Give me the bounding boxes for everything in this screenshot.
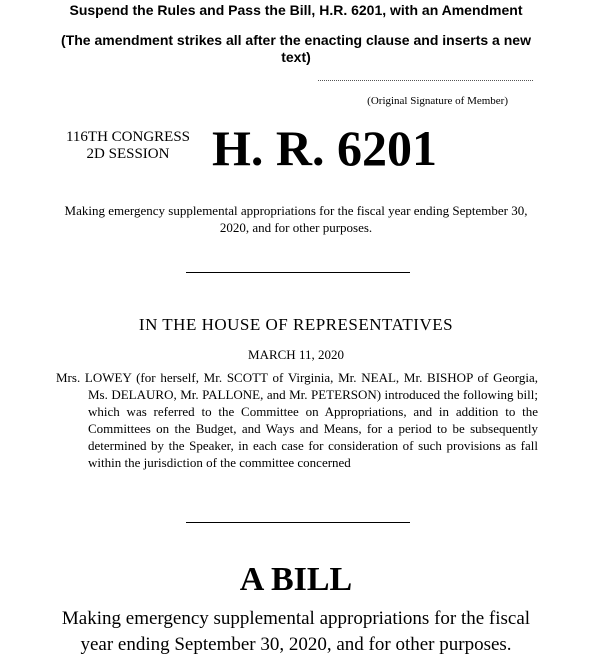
bill-number: H. R. 6201 — [212, 120, 437, 176]
amendment-note: (The amendment strikes all after the enacting clause and inserts a new text) — [61, 32, 531, 65]
introduction-date: MARCH 11, 2020 — [248, 347, 344, 362]
congress-session-block — [58, 129, 198, 163]
divider-rule — [186, 522, 410, 523]
signature-line — [318, 80, 533, 81]
long-title: Making emergency supplemental appropriations for the fiscal year ending September 30, 2020, and for other purposes. — [61, 608, 531, 655]
introduction-text: Mrs. LOWEY (for herself, Mr. SCOTT of Virginia, Mr. NEAL, Mr. BISHOP of Georgia, Ms. DELAURO, Mr. PALLONE, and Mr. PETERSON) introduced the following bill; which was referred to the Committee on Appropriations, and in addition to the Committees on the Budget, and Ways and Means, for a period to be subsequently determined by the Speaker, in each case for consideration of such provisions as fall within the jurisdiction of the committee concerned — [56, 370, 538, 470]
introduction-paragraph — [56, 369, 538, 471]
short-title: Making emergency supplemental appropriations for the fiscal year ending September 30, 2020, and for other purposes. — [64, 203, 528, 235]
divider-rule — [186, 272, 410, 273]
motion-title: Suspend the Rules and Pass the Bill, H.R. 6201, with an Amendment — [69, 2, 523, 18]
chamber-heading: IN THE HOUSE OF REPRESENTATIVES — [138, 315, 454, 334]
congress-number: 116TH CONGRESS — [65, 129, 191, 145]
signature-label: (Original Signature of Member) — [367, 95, 508, 107]
a-bill-heading: A BILL — [239, 561, 353, 598]
session-number: 2D SESSION — [86, 146, 170, 162]
